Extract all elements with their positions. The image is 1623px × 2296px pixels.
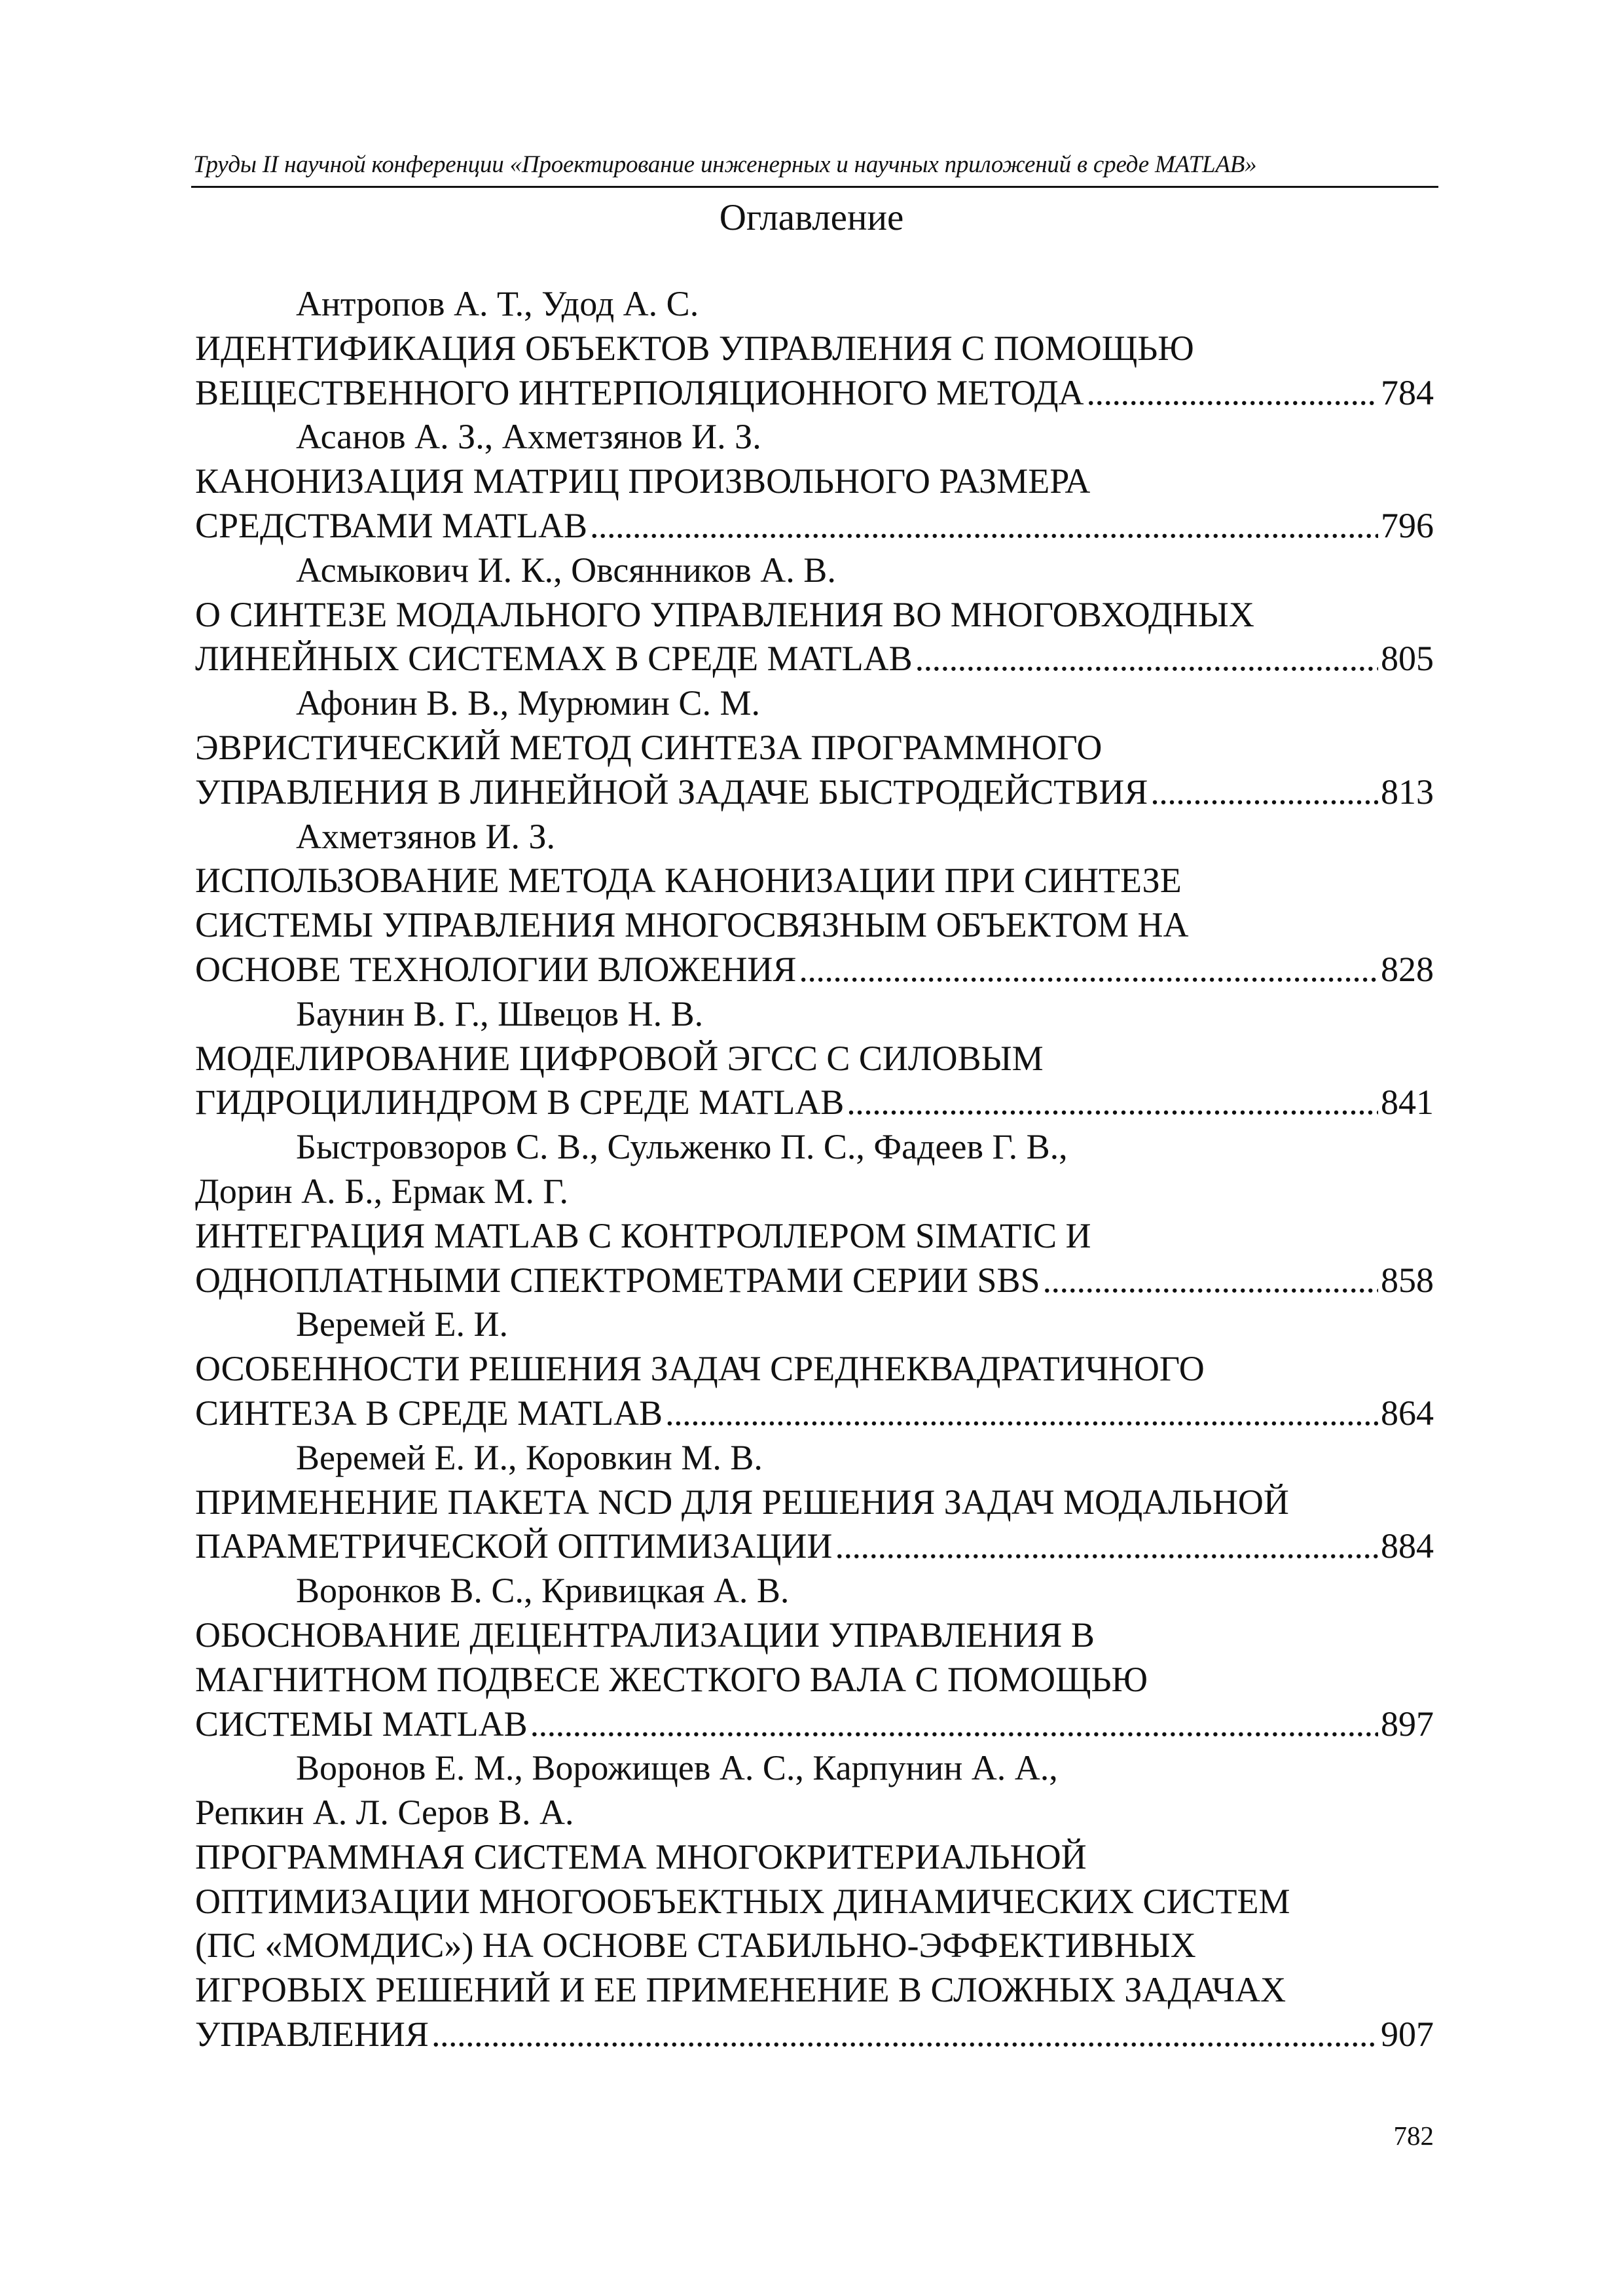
entry-title-end: СИНТЕЗА В СРЕДЕ MATLAB [195,1393,663,1433]
entry-title-line: КАНОНИЗАЦИЯ МАТРИЦ ПРОИЗВОЛЬНОГО РАЗМЕРА [195,461,1091,501]
entry-title-line: ПРОГРАММНАЯ СИСТЕМА МНОГОКРИТЕРИАЛЬНОЙ [195,1837,1087,1876]
entry-title-line: (ПС «МОМДИС») НА ОСНОВЕ СТАБИЛЬНО-ЭФФЕКТИВНЫХ [195,1926,1196,1965]
entry-last-line [195,371,1434,416]
entry-title-line: ПРИМЕНЕНИЕ ПАКЕТА NCD ДЛЯ РЕШЕНИЯ ЗАДАЧ МОДАЛЬНОЙ [195,1482,1289,1522]
entry-title-end: ЛИНЕЙНЫХ СИСТЕМАХ В СРЕДЕ MATLAB [195,639,913,679]
dot-leader [1043,1259,1378,1303]
entry-page-number: 897 [1381,1704,1434,1744]
entry-page-number: 828 [1381,949,1434,989]
toc-entry [195,815,1434,992]
section-title: Оглавление [719,197,904,238]
toc-entry [195,1569,1434,1746]
entry-title-line: ЭВРИСТИЧЕСКИЙ МЕТОД СИНТЕЗА ПРОГРАММНОГО [195,727,1103,767]
entry-page-number: 813 [1381,772,1434,812]
dot-leader [915,637,1378,681]
toc-entry [195,681,1434,814]
entry-page-number: 796 [1381,505,1434,545]
entry-title-line: МОДЕЛИРОВАНИЕ ЦИФРОВОЙ ЭГСС С СИЛОВЫМ [195,1038,1044,1078]
dot-leader [590,504,1378,548]
dot-leader [431,2013,1378,2057]
entry-title-line: ИДЕНТИФИКАЦИЯ ОБЪЕКТОВ УПРАВЛЕНИЯ С ПОМОЩЬЮ [195,328,1194,368]
entry-authors: Асмыкович И. К., Овсянников А. В. [296,550,836,590]
entry-page-number: 841 [1381,1083,1434,1122]
dot-leader [799,948,1378,992]
entry-authors: Быстровзоров С. В., Сульженко П. С., Фадеев Г. В., [296,1127,1068,1167]
entry-authors: Воронков В. С., Кривицкая А. В. [296,1571,790,1611]
entry-title-line: ИНТЕГРАЦИЯ MATLAB С КОНТРОЛЛЕРОМ SIMATIC И [195,1215,1091,1255]
entry-page-number: 864 [1381,1393,1434,1433]
entry-authors: Веремей Е. И., Коровкин М. В. [296,1437,763,1477]
entry-title-line: ОСОБЕННОСТИ РЕШЕНИЯ ЗАДАЧ СРЕДНЕКВАДРАТИЧНОГО [195,1349,1205,1389]
entry-last-line [195,1702,1434,1747]
table-of-contents [195,282,1434,2057]
entry-last-line [195,1259,1434,1303]
entry-title-line: О СИНТЕЗЕ МОДАЛЬНОГО УПРАВЛЕНИЯ ВО МНОГОВХОДНЫХ [195,594,1254,634]
header-rule [191,186,1438,188]
entry-page-number: 907 [1381,2015,1434,2054]
entry-page-number: 805 [1381,639,1434,679]
dot-leader [847,1081,1378,1125]
entry-authors: Дорин А. Б., Ермак М. Г. [195,1171,568,1211]
toc-entry [195,1302,1434,1435]
entry-last-line [195,770,1434,815]
entry-authors: Воронов Е. М., Ворожищев А. С., Карпунин А. А., [296,1748,1058,1788]
entry-page-number: 884 [1381,1526,1434,1566]
entry-last-line [195,1391,1434,1436]
entry-authors: Баунин В. Г., Швецов Н. В. [296,994,704,1033]
entry-last-line [195,948,1434,992]
dot-leader [1087,371,1378,416]
entry-title-line: ИСПОЛЬЗОВАНИЕ МЕТОДА КАНОНИЗАЦИИ ПРИ СИНТЕЗЕ [195,861,1182,901]
toc-entry [195,415,1434,548]
entry-authors: Асанов А. З., Ахметзянов И. З. [296,417,761,457]
running-header: Труды II научной конференции «Проектирование инженерных и научных приложений в среде MATLAB» [193,151,1257,178]
entry-last-line [195,504,1434,548]
entry-title-end: ОСНОВЕ ТЕХНОЛОГИИ ВЛОЖЕНИЯ [195,949,797,989]
entry-title-end: СИСТЕМЫ MATLAB [195,1704,528,1744]
page-number: 782 [1393,2121,1434,2151]
entry-title-end: СРЕДСТВАМИ MATLAB [195,505,588,545]
toc-entry [195,1746,1434,2057]
entry-authors: Репкин А. Л. Серов В. А. [195,1793,574,1833]
toc-entry [195,1436,1434,1569]
dot-leader [530,1702,1378,1747]
entry-page-number: 784 [1381,372,1434,412]
entry-title-end: УПРАВЛЕНИЯ В ЛИНЕЙНОЙ ЗАДАЧЕ БЫСТРОДЕЙСТВИЯ [195,772,1148,812]
entry-title-end: ОДНОПЛАТНЫМИ СПЕКТРОМЕТРАМИ СЕРИИ SBS [195,1260,1040,1300]
entry-last-line [195,1524,1434,1569]
entry-last-line [195,1081,1434,1125]
entry-title-line: СИСТЕМЫ УПРАВЛЕНИЯ МНОГОСВЯЗНЫМ ОБЪЕКТОМ НА [195,905,1189,945]
dot-leader [665,1391,1378,1436]
entry-last-line [195,2013,1434,2057]
entry-title-end: УПРАВЛЕНИЯ [195,2015,429,2054]
toc-entry [195,548,1434,681]
entry-authors: Веремей Е. И. [296,1304,508,1344]
entry-authors: Ахметзянов И. З. [296,816,556,856]
entry-authors: Афонин В. В., Мурюмин С. М. [296,683,760,723]
entry-title-line: ОБОСНОВАНИЕ ДЕЦЕНТРАЛИЗАЦИИ УПРАВЛЕНИЯ В [195,1615,1095,1655]
entry-title-line: ИГРОВЫХ РЕШЕНИЙ И ЕЕ ПРИМЕНЕНИЕ В СЛОЖНЫХ ЗАДАЧАХ [195,1970,1286,2010]
dot-leader [835,1524,1378,1569]
toc-entry [195,282,1434,415]
entry-title-line: МАГНИТНОМ ПОДВЕСЕ ЖЕСТКОГО ВАЛА С ПОМОЩЬЮ [195,1659,1148,1699]
dot-leader [1150,770,1378,815]
entry-page-number: 858 [1381,1260,1434,1300]
entry-title-end: ПАРАМЕТРИЧЕСКОЙ ОПТИМИЗАЦИИ [195,1526,833,1566]
entry-title-line: ОПТИМИЗАЦИИ МНОГООБЪЕКТНЫХ ДИНАМИЧЕСКИХ СИСТЕМ [195,1881,1290,1921]
toc-entry [195,1125,1434,1302]
entry-title-end: ГИДРОЦИЛИНДРОМ В СРЕДЕ MATLAB [195,1083,845,1122]
entry-authors: Антропов А. Т., Удод А. С. [296,284,699,323]
entry-last-line [195,637,1434,681]
entry-title-end: ВЕЩЕСТВЕННОГО ИНТЕРПОЛЯЦИОННОГО МЕТОДА [195,372,1084,412]
toc-entry [195,992,1434,1125]
